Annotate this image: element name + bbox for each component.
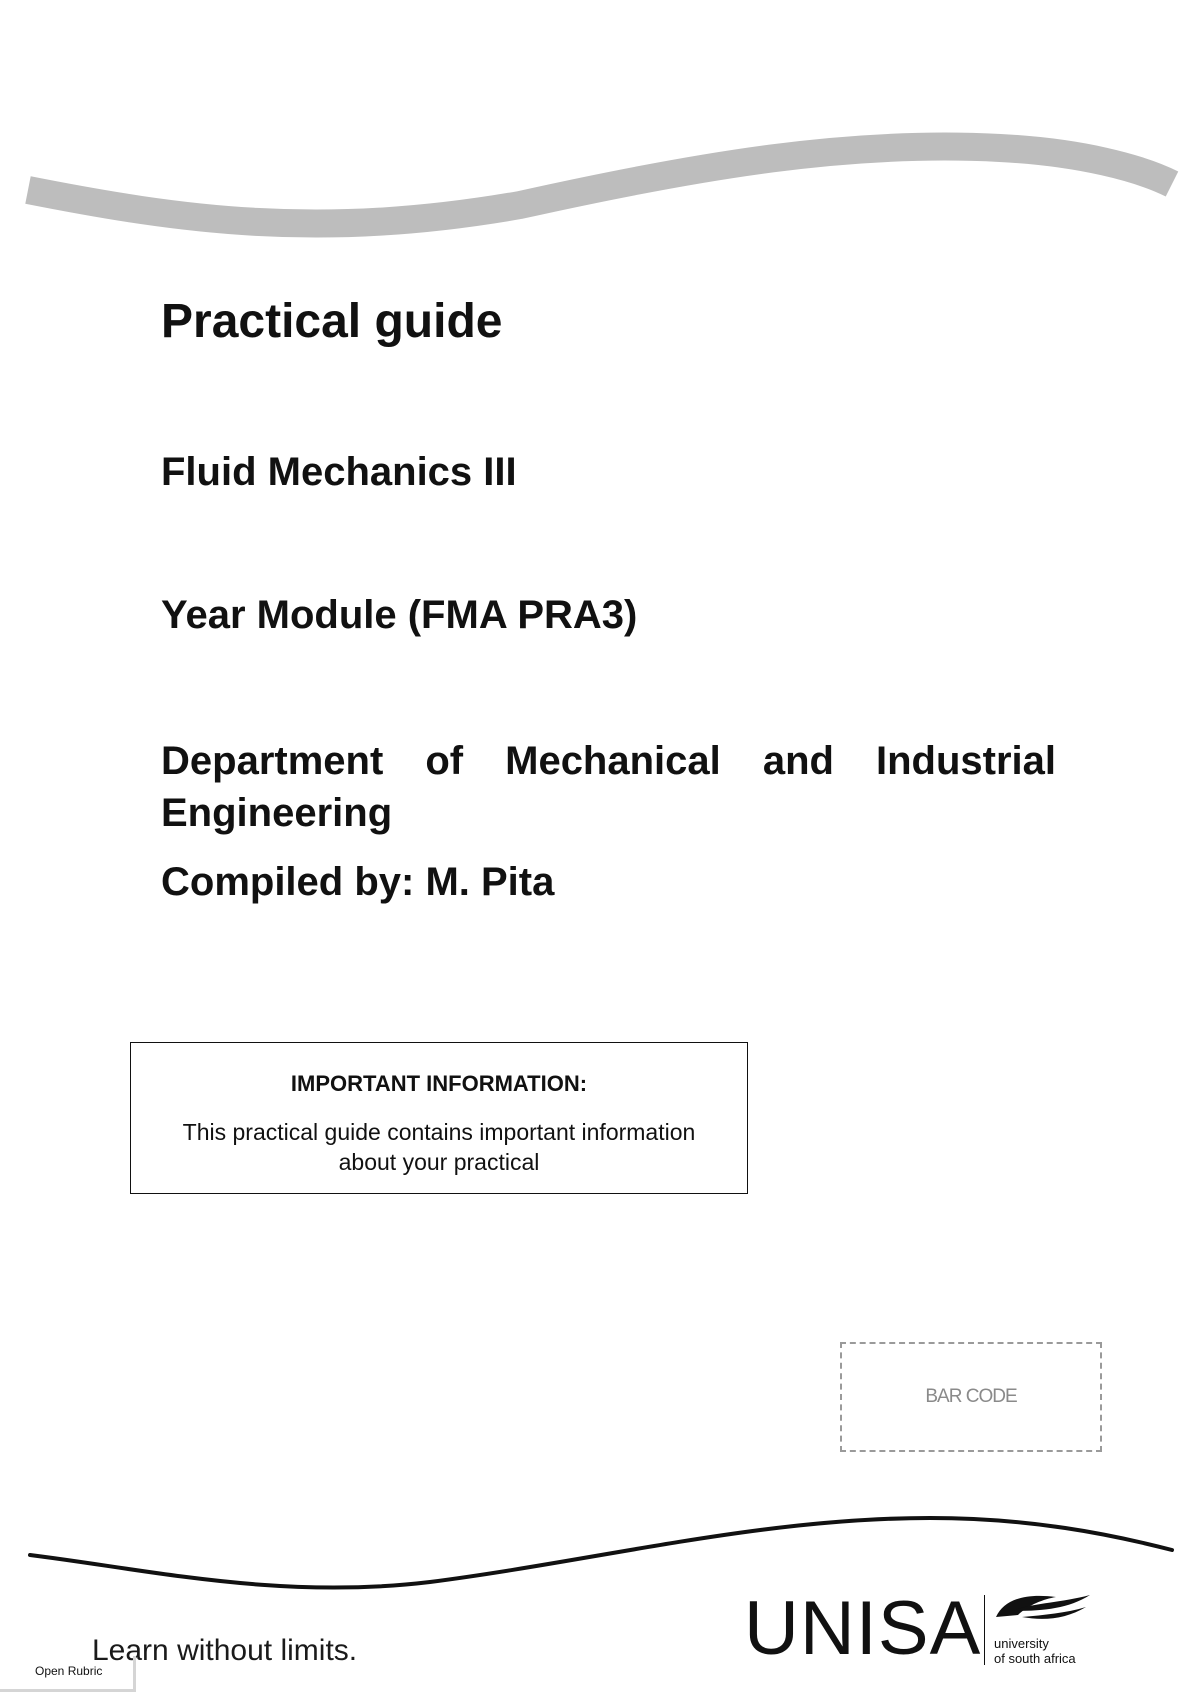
module-code: Year Module (FMA PRA3) [161, 593, 638, 637]
logo-emblem-icon [992, 1587, 1092, 1627]
important-information-text: This practical guide contains important information about your practical [182, 1119, 696, 1175]
department-name: Department of Mechanical and Industrial Engineering [161, 739, 1056, 835]
logo-subtitle [994, 1636, 1076, 1666]
important-information-box [130, 1042, 748, 1194]
important-information-heading: IMPORTANT INFORMATION: [290, 1071, 588, 1096]
logo-subline-south-africa: of south africa [994, 1651, 1076, 1666]
slogan: Learn without limits. [92, 1634, 358, 1667]
barcode-placeholder [840, 1342, 1102, 1452]
logo-wordmark: UNISA [744, 1586, 982, 1671]
compiled-by: Compiled by: M. Pita [161, 860, 555, 904]
course-title: Fluid Mechanics III [161, 450, 517, 494]
barcode-label: BAR CODE [925, 1386, 1017, 1407]
logo-subline-university: university [994, 1636, 1049, 1651]
rubric-label: Open Rubric [35, 1664, 103, 1678]
document-title: Practical guide [161, 295, 503, 348]
unisa-logo [744, 1586, 1090, 1671]
decorative-top-wave [0, 120, 1200, 260]
logo-divider [984, 1595, 985, 1665]
